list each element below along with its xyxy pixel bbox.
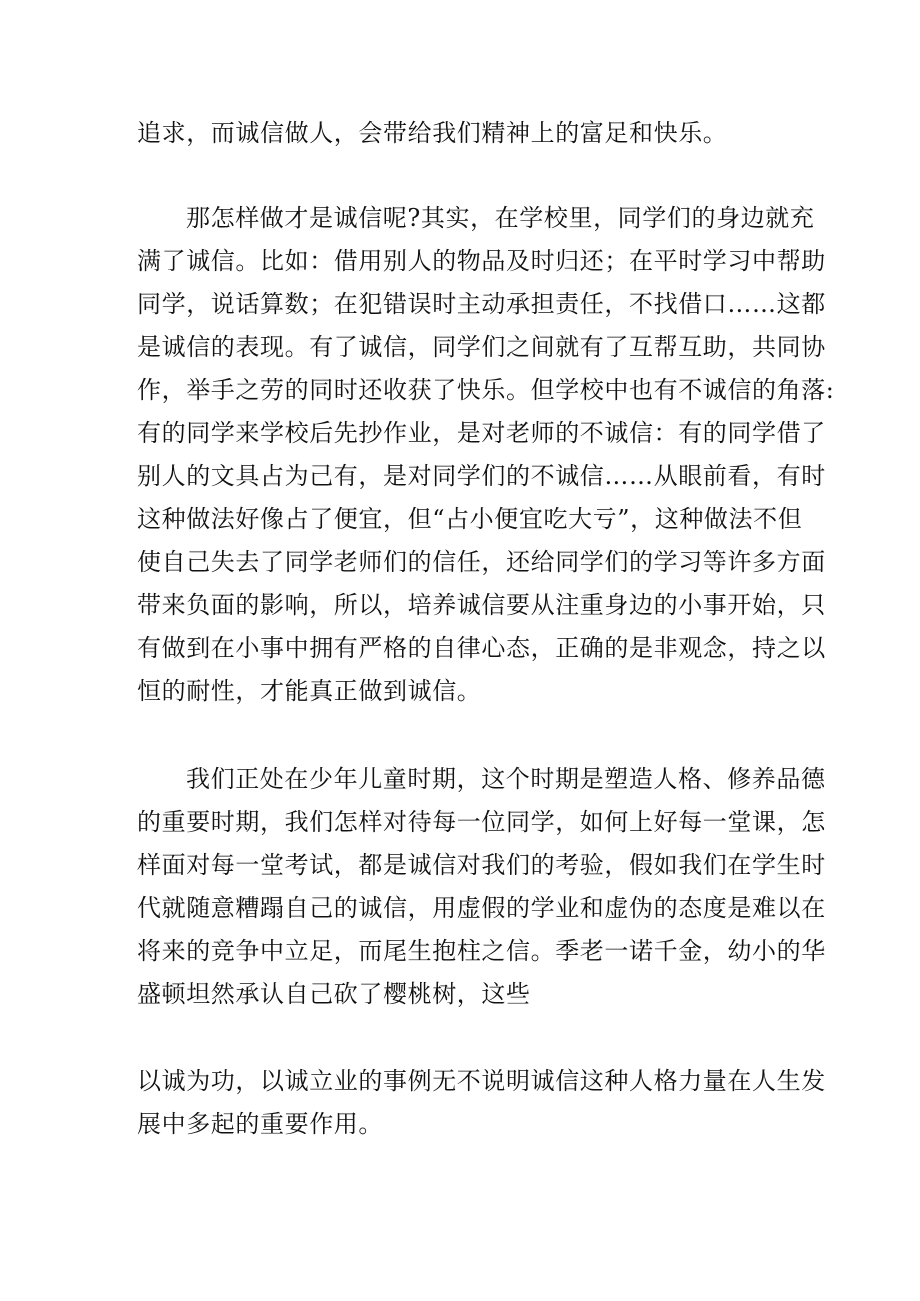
paragraph-2-line-1: 那怎样做才是诚信呢?其实，在学校里，同学们的身边就充 xyxy=(186,204,815,232)
paragraph-3-line-6: 盛顿坦然承认自己砍了樱桃树，这些 xyxy=(137,980,531,1008)
paragraph-2-line-2: 满了诚信。比如：借用别人的物品及时归还；在平时学习中帮助 xyxy=(137,247,826,275)
paragraph-3-line-4: 代就随意糟蹋自己的诚信，用虚假的学业和虚伪的态度是难以在 xyxy=(137,894,826,922)
paragraph-2-line-4: 是诚信的表现。有了诚信，同学们之间就有了互帮互助，共同协 xyxy=(137,333,826,361)
paragraph-2-line-8: 这种做法好像占了便宜，但“占小便宜吃大亏”，这种做法不但 xyxy=(137,505,803,533)
paragraph-2-line-6: 有的同学来学校后先抄作业，是对老师的不诚信：有的同学借了 xyxy=(137,419,826,447)
paragraph-4-line-2: 展中多起的重要作用。 xyxy=(137,1110,383,1138)
paragraph-2-line-12: 恒的耐性，才能真正做到诚信。 xyxy=(137,677,482,705)
paragraph-3-line-5: 将来的竞争中立足，而尾生抱柱之信。季老一诺千金，幼小的华 xyxy=(137,937,826,965)
paragraph-1-line-1: 追求，而诚信做人，会带给我们精神上的富足和快乐。 xyxy=(137,119,728,147)
paragraph-2-line-11: 有做到在小事中拥有严格的自律心态，正确的是非观念，持之以 xyxy=(137,634,826,662)
paragraph-2-line-3: 同学，说话算数；在犯错误时主动承担责任，不找借口……这都 xyxy=(137,290,826,318)
paragraph-2-line-10: 带来负面的影响，所以，培养诚信要从注重身边的小事开始，只 xyxy=(137,591,826,619)
paragraph-2-line-9: 使自己失去了同学老师们的信任，还给同学们的学习等许多方面 xyxy=(137,548,826,576)
paragraph-2-line-5: 作，举手之劳的同时还收获了快乐。但学校中也有不诚信的角落: xyxy=(137,376,835,404)
paragraph-2-line-7: 别人的文具占为己有，是对同学们的不诚信……从眼前看，有时 xyxy=(137,462,826,490)
paragraph-3-line-1: 我们正处在少年儿童时期，这个时期是塑造人格、修养品德 xyxy=(186,765,826,793)
paragraph-3-line-2: 的重要时期，我们怎样对待每一位同学，如何上好每一堂课，怎 xyxy=(137,808,826,836)
paragraph-4-line-1: 以诚为功，以诚立业的事例无不说明诚信这种人格力量在人生发 xyxy=(137,1067,826,1095)
paragraph-3-line-3: 样面对每一堂考试，都是诚信对我们的考验，假如我们在学生时 xyxy=(137,851,826,879)
